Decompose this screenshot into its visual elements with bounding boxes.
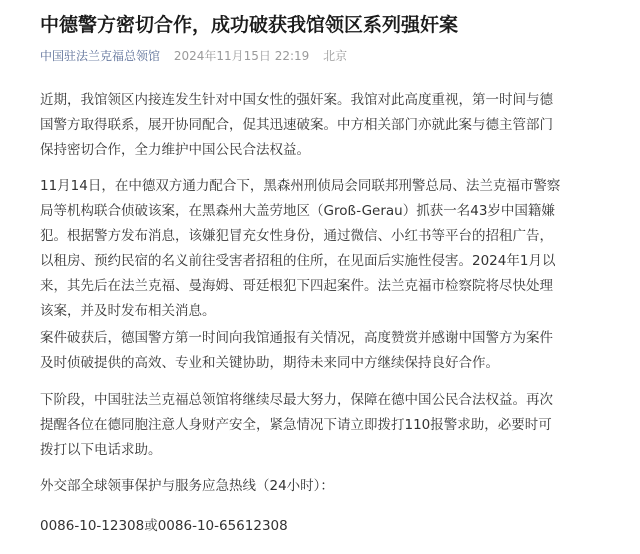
publish-location: 北京 [323, 49, 348, 63]
paragraph-5-hotline-label [40, 474, 626, 499]
paragraph-line: 来，其先后在法兰克福、曼海姆、哥廷根犯下四起案件。法兰克福市检察院将尽快处理 [40, 278, 553, 294]
paragraph-line: 11月14日，在中德双方通力配合下，黑森州刑侦局会同联邦刑警总局、法兰克福市警察 [40, 178, 561, 194]
paragraph-4 [40, 388, 626, 463]
paragraph-line: 以租房、预约民宿的名义前往受害者招租的住所，在见面后实施性侵害。2024年1月以 [40, 253, 556, 269]
paragraph-line: 局等机构联合侦破该案，在黑森州大盖劳地区（Groß-Gerau）抓获一名43岁中国籍嫌 [40, 203, 555, 219]
hotline-numbers: 0086-10-12308或0086-10-65612308 [40, 518, 288, 534]
account-name-link[interactable]: 中国驻法兰克福总领馆 [40, 49, 161, 63]
paragraph-3 [40, 326, 626, 376]
paragraph-6-hotline-numbers [40, 514, 626, 539]
paragraph-line: 拨打以下电话求助。 [40, 442, 162, 458]
paragraph-line: 保持密切合作，全力维护中国公民合法权益。 [40, 142, 310, 158]
hotline-label: 外交部全球领事保护与服务应急热线（24小时）： [40, 478, 334, 494]
article-meta [40, 48, 347, 64]
paragraph-line: 提醒各位在德同胞注意人身财产安全，紧急情况下请立即拨打110报警求助，必要时可 [40, 417, 552, 433]
paragraph-1 [40, 88, 626, 163]
publish-time: 2024年11月15日 22:19 [173, 49, 310, 63]
paragraph-line: 犯。根据警方发布消息，该嫌犯冒充女性身份，通过微信、小红书等平台的招租广告， [40, 228, 553, 244]
paragraph-line: 近期，我馆领区内接连发生针对中国女性的强奸案。我馆对此高度重视，第一时间与德 [40, 92, 553, 108]
paragraph-line: 国警方取得联系，展开协同配合，促其迅速破案。中方相关部门亦就此案与德主管部门 [40, 117, 553, 133]
paragraph-line: 案件破获后，德国警方第一时间向我馆通报有关情况，高度赞赏并感谢中国警方为案件 [40, 330, 553, 346]
paragraph-line: 该案，并及时发布相关消息。 [40, 303, 216, 319]
paragraph-line: 下阶段，中国驻法兰克福总领馆将继续尽最大努力，保障在德中国公民合法权益。再次 [40, 392, 553, 408]
article-title: 中德警方密切合作，成功破获我馆领区系列强奸案 [40, 14, 459, 36]
paragraph-2 [40, 174, 626, 324]
paragraph-line: 及时侦破提供的高效、专业和关键协助，期待未来同中方继续保持良好合作。 [40, 355, 499, 371]
